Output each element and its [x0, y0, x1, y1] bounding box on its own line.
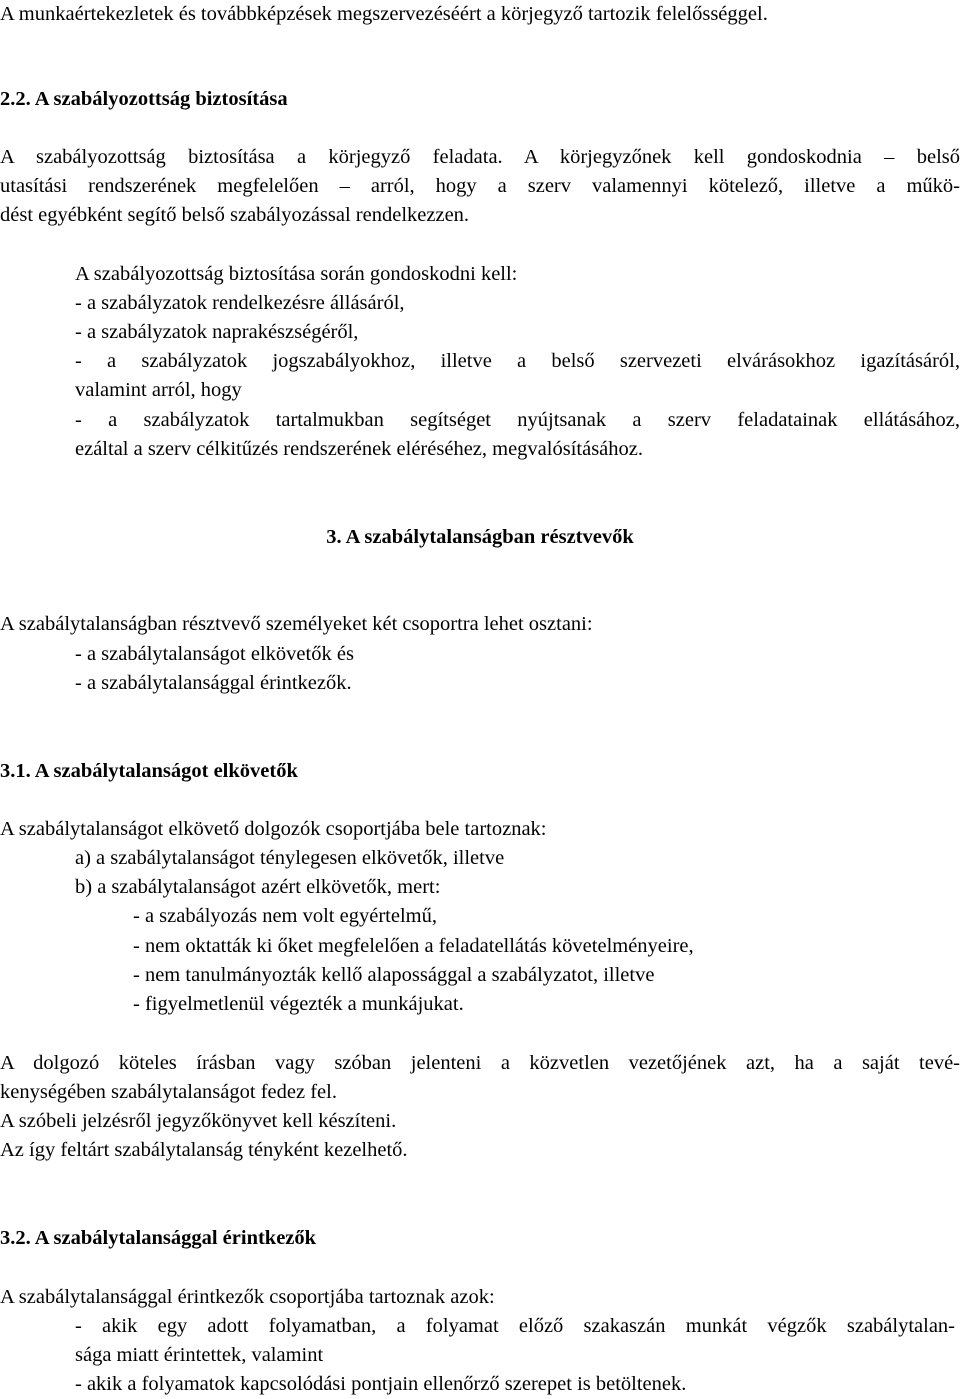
list-item: b) a szabálytalanságot azért elkövetők, mert: [75, 876, 441, 898]
paragraph-line: valamint arról, hogy [75, 379, 242, 401]
list-item: a) a szabálytalanságot ténylegesen elkövetők, illetve [75, 847, 505, 869]
paragraph-line: A szabályozottság biztosítása során gondoskodni kell: [75, 263, 518, 285]
paragraph-line: ezáltal a szerv célkitűzés rendszerének eléréséhez, megvalósításához. [75, 438, 643, 460]
list-item: - a szabálytalanságot elkövetők és [75, 643, 354, 665]
paragraph-line: dést egyébként segítő belső szabályozással rendelkezzen. [0, 204, 470, 226]
list-item: - akik egy adott folyamatban, a folyamat előző szakaszán munkát végzők szabálytalan- [75, 1315, 955, 1337]
paragraph-line: kenységében szabálytalanságot fedez fel. [0, 1081, 337, 1103]
list-item: - a szabálytalansággal érintkezők. [75, 672, 352, 694]
list-item: - akik a folyamatok kapcsolódási pontjain ellenőrző szerepet is betöltenek. [75, 1373, 687, 1395]
paragraph-line: A szabálytalansággal érintkezők csoportjába tartoznak azok: [0, 1286, 495, 1308]
list-item: - figyelmetlenül végezték a munkájukat. [133, 993, 464, 1015]
section-heading-3-1: 3.1. A szabálytalanságot elkövetők [0, 760, 298, 782]
list-item: - a szabályzatok tartalmukban segítséget nyújtsanak a szerv feladatainak ellátásához, [75, 409, 960, 431]
section-heading-3-2: 3.2. A szabálytalansággal érintkezők [0, 1227, 317, 1249]
list-item: - a szabályzatok naprakészségéről, [75, 321, 359, 343]
paragraph-line: sága miatt érintettek, valamint [75, 1344, 324, 1366]
list-item: - nem oktatták ki őket megfelelően a feladatellátás követelményeire, [133, 935, 694, 957]
paragraph-line: A szabályozottság biztosítása a körjegyző feladata. A körjegyzőnek kell gondoskodnia – belső [0, 146, 960, 168]
paragraph-line: A dolgozó köteles írásban vagy szóban jelenteni a közvetlen vezetőjének azt, ha a saját tevé- [0, 1052, 960, 1074]
section-heading-3: 3. A szabálytalanságban résztvevők [326, 526, 634, 548]
intro-text: A munkaértekezletek és továbbképzések megszervezéséért a körjegyző tartozik felelősséggel. [0, 3, 768, 25]
list-item: - a szabályzatok jogszabályokhoz, illetve a belső szervezeti elvárásokhoz igazításáról, [75, 350, 960, 372]
paragraph-line: Az így feltárt szabálytalanság tényként kezelhető. [0, 1139, 408, 1161]
list-item: - a szabályzatok rendelkezésre állásáról, [75, 292, 405, 314]
list-item: - a szabályozás nem volt egyértelmű, [133, 905, 437, 927]
paragraph-line: A szóbeli jelzésről jegyzőkönyvet kell készíteni. [0, 1110, 397, 1132]
paragraph-line: utasítási rendszerének megfelelően – arról, hogy a szerv valamennyi kötelező, illetve a műkö- [0, 175, 960, 197]
paragraph-line: A szabálytalanságot elkövető dolgozók csoportjába bele tartoznak: [0, 818, 547, 840]
paragraph-line: A szabálytalanságban résztvevő személyeket két csoportra lehet osztani: [0, 613, 593, 635]
list-item: - nem tanulmányozták kellő alapossággal a szabályzatot, illetve [133, 964, 655, 986]
section-heading-2-2: 2.2. A szabályozottság biztosítása [0, 88, 288, 110]
